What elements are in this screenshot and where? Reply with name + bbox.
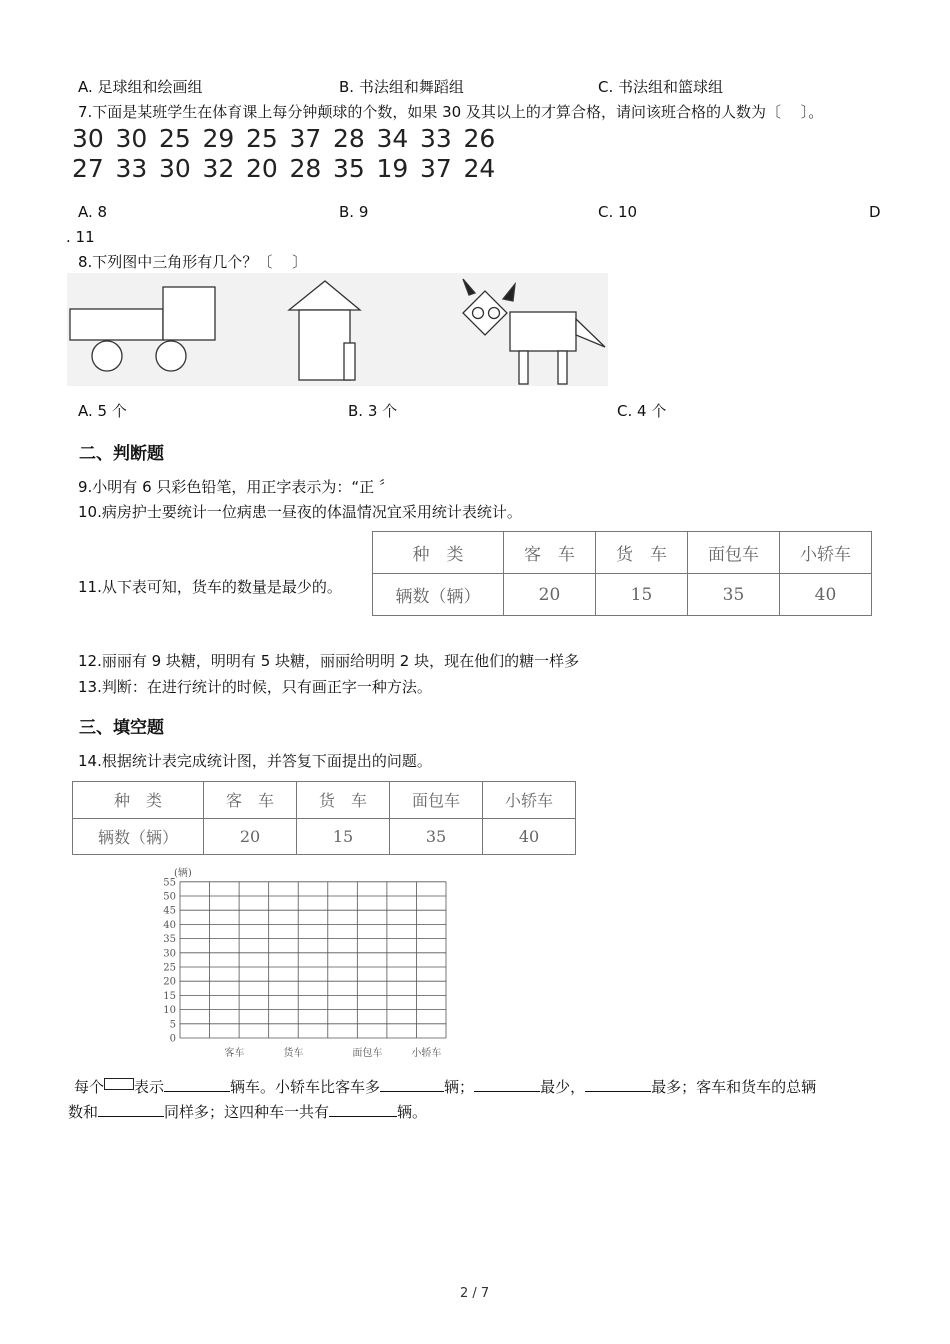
fill-text: 每个 [74,1078,105,1096]
number: 19 [376,154,409,183]
q8-option-b: B. 3 个 [348,402,398,420]
q13-statement: 13.判断：在进行统计的时候，只有画正字一种方法。 [78,678,432,696]
table-cell: 40 [780,574,872,616]
fill-text: 同样多；这四种车一共有 [164,1103,330,1121]
y-tick-label: 10 [163,1005,176,1017]
q7-question: 7.下面是某班学生在体育课上每分钟颠球的个数，如果 30 及其以上的才算合格，请问该班合格的人数为〔 〕。 [78,103,824,121]
q10-statement: 10.病房护士要统计一位病患一昼夜的体温情况宜采用统计表统计。 [78,503,522,521]
x-axis-category-label: 客车 [224,1048,245,1059]
grid-unit-box [104,1078,134,1090]
table-header-cell: 客 车 [204,782,297,819]
number: 27 [72,154,104,183]
y-tick-label: 20 [163,976,176,988]
q6-option-b: B. 书法组和舞蹈组 [339,78,464,96]
table-header-cell: 小轿车 [780,532,872,574]
y-tick-label: 55 [163,877,176,889]
fill-text: 辆； [444,1078,475,1096]
q7-option-d-letter: D [869,203,881,221]
number: 26 [463,124,496,153]
q11-statement: 11.从下表可知，货车的数量是最少的。 [78,578,342,596]
q14-statistics-table [72,781,576,855]
table-row [373,574,872,616]
q7-option-d-value: . 11 [66,228,95,246]
table-cell: 15 [297,818,390,855]
y-tick-label: 35 [163,934,176,946]
table-header-cell: 面包车 [390,782,483,819]
table-header-cell: 面包车 [688,532,780,574]
table-cell: 40 [483,818,576,855]
q14-fill-line-2 [68,1102,427,1122]
q8-option-a: A. 5 个 [78,402,127,420]
answer-blank[interactable] [164,1077,230,1092]
y-tick-label: 25 [163,962,176,974]
y-tick-label: 40 [163,919,176,931]
number: 20 [246,154,278,183]
y-tick-label: 30 [163,948,176,960]
section-fill-blank-title: 三、填空题 [79,718,164,738]
page-number: 2 / 7 [460,1286,490,1301]
q14-empty-bar-chart-grid [150,862,460,1062]
table-header-cell: 种 类 [73,782,204,819]
section-judgement-title: 二、判断题 [79,444,164,464]
x-axis-category-label: 面包车 [352,1048,383,1059]
number: 32 [202,154,235,183]
answer-blank[interactable] [585,1077,651,1092]
answer-blank[interactable] [329,1102,397,1117]
q7-number-row-2 [72,154,507,183]
number: 34 [376,124,409,153]
number: 24 [463,154,496,183]
table-header-cell: 货 车 [297,782,390,819]
table-header-cell: 小轿车 [483,782,576,819]
fill-text: 最多；客车和货车的总辆 [651,1078,817,1096]
answer-blank[interactable] [380,1077,444,1092]
number: 25 [159,124,191,153]
table-cell: 辆数（辆） [73,818,204,855]
table-cell: 35 [390,818,483,855]
q8-option-c: C. 4 个 [617,402,667,420]
number: 30 [115,124,148,153]
answer-blank[interactable] [98,1102,164,1117]
number: 35 [333,154,365,183]
number: 30 [72,124,104,153]
number: 25 [246,124,278,153]
q7-option-a: A. 8 [78,203,108,221]
table-cell: 20 [204,818,297,855]
table-header-cell: 客 车 [504,532,596,574]
number: 33 [420,124,452,153]
q8-question: 8.下列图中三角形有几个？〔 〕 [78,253,308,271]
y-tick-label: 15 [163,990,176,1002]
table-cell: 15 [596,574,688,616]
y-tick-label: 45 [163,905,176,917]
x-axis-category-label: 货车 [283,1048,304,1059]
y-tick-label: 50 [163,891,176,903]
number: 28 [333,124,365,153]
y-tick-label: 0 [169,1033,176,1045]
q11-statistics-table [372,531,872,616]
fill-text: 表示 [134,1078,165,1096]
table-header-cell: 货 车 [596,532,688,574]
fill-text: 辆车。小轿车比客车多 [230,1078,381,1096]
q8-shapes-figure [67,273,608,386]
q6-option-c: C. 书法组和篮球组 [598,78,724,96]
fill-text: 数和 [68,1103,99,1121]
x-axis-category-label: 小轿车 [411,1048,442,1059]
number: 29 [202,124,235,153]
number: 28 [289,154,322,183]
q9-statement: 9.小明有 6 只彩色铅笔，用正字表示为：“正 〞 [78,478,394,496]
number: 37 [420,154,452,183]
fill-text: 最少， [540,1078,586,1096]
q7-option-b: B. 9 [339,203,369,221]
table-cell: 20 [504,574,596,616]
answer-blank[interactable] [474,1077,540,1092]
table-header-row [73,782,576,819]
y-axis-unit-label: (辆) [174,867,192,879]
q7-option-c: C. 10 [598,203,638,221]
table-cell: 35 [688,574,780,616]
table-row [73,818,576,855]
q14-question: 14.根据统计表完成统计图，并答复下面提出的问题。 [78,752,432,770]
number: 37 [289,124,322,153]
y-tick-label: 5 [169,1019,176,1031]
q14-fill-line-1 [74,1077,816,1097]
number: 30 [159,154,191,183]
table-header-cell: 种 类 [373,532,504,574]
table-header-row [373,532,872,574]
fill-text: 辆。 [397,1103,428,1121]
q12-statement: 12.丽丽有 9 块糖，明明有 5 块糖，丽丽给明明 2 块，现在他们的糖一样多 [78,652,580,670]
q7-number-row-1 [72,124,507,153]
table-cell: 辆数（辆） [373,574,504,616]
number: 33 [115,154,148,183]
q6-option-a: A. 足球组和绘画组 [78,78,203,96]
